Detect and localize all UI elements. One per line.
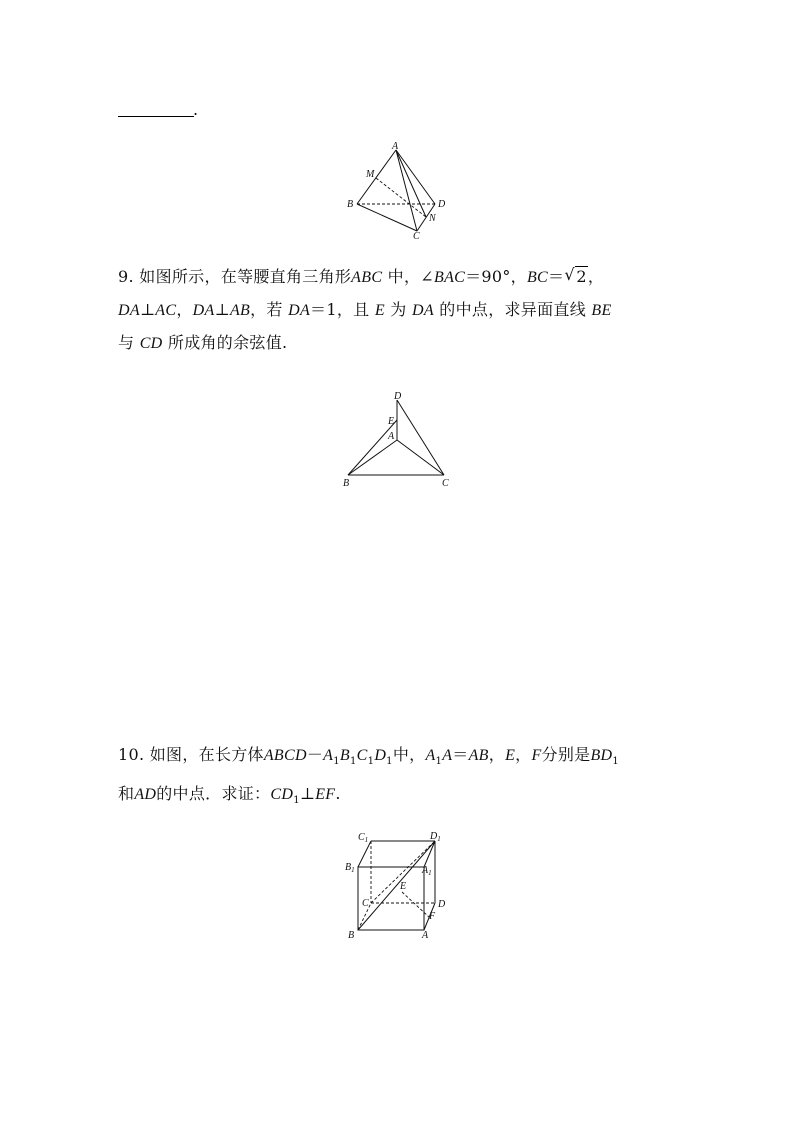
- math-a: A: [425, 747, 436, 764]
- math-a: A: [323, 747, 334, 764]
- edge-ad: [396, 150, 435, 204]
- math-da: DA: [288, 302, 311, 319]
- label-d: D: [438, 199, 446, 210]
- math-da: DA: [411, 302, 434, 319]
- problem-text: ＝1，且: [310, 300, 375, 319]
- punct: ，: [488, 745, 506, 764]
- problem-text: ，若: [250, 300, 289, 319]
- label-b: B: [347, 199, 354, 210]
- math-da: DA: [192, 302, 215, 319]
- math-c: C: [356, 747, 368, 764]
- problem-text: 所成角的余弦值.: [162, 333, 288, 352]
- problem-text: 与: [118, 333, 140, 352]
- punct: .: [335, 784, 341, 804]
- math-be: BE: [591, 302, 612, 319]
- segment-ab: [348, 440, 397, 475]
- math-equals: ＝: [452, 745, 469, 764]
- math-cd: CD: [139, 335, 163, 352]
- sqrt-two: √ 2: [564, 265, 587, 286]
- perp-symbol: ⊥: [299, 784, 316, 804]
- label-a: A: [392, 141, 399, 152]
- figure-tetrahedron: [340, 140, 450, 240]
- label-f: F: [429, 911, 436, 922]
- label-a: A: [388, 431, 395, 442]
- problem-text: 中，: [392, 745, 426, 764]
- problem-text: 如图所示，在等腰直角三角形: [139, 267, 352, 286]
- label-d: D: [394, 391, 402, 402]
- math-abc: ABC: [351, 269, 383, 286]
- subscript: 1: [612, 756, 620, 768]
- math-a: A: [442, 747, 453, 764]
- punct: ，: [176, 300, 193, 319]
- perp-symbol: ⊥: [214, 300, 230, 319]
- label-d1: $D_1$: [430, 831, 441, 843]
- segment-mn-hidden: [376, 178, 426, 217]
- label-m: M: [366, 169, 375, 180]
- problem-number: 9.: [118, 267, 134, 286]
- label-c1: $C_1$: [358, 832, 369, 844]
- label-c: C: [442, 478, 449, 489]
- label-e: E: [400, 881, 407, 892]
- math-f: F: [531, 747, 542, 764]
- problem-text: 分别是: [541, 745, 591, 764]
- math-ad: AD: [134, 786, 157, 804]
- problem-text: 中，∠: [382, 267, 434, 286]
- math-b: B: [339, 747, 350, 764]
- math-ab: AB: [468, 747, 489, 764]
- label-b1: $B_1$: [345, 862, 355, 874]
- punct: ，: [515, 745, 532, 764]
- math-ef: EF: [315, 786, 336, 804]
- math-ac: AC: [155, 302, 177, 319]
- edge-ab: [357, 150, 396, 204]
- segment-bd1: [358, 841, 435, 930]
- problem-text: 的中点．求证：: [156, 784, 271, 804]
- edge-b1c1: [358, 841, 371, 867]
- sqrt-radicand: 2: [576, 267, 587, 286]
- subscript: 1: [349, 756, 357, 768]
- label-a: A: [422, 930, 429, 941]
- math-bd: BD: [590, 747, 613, 764]
- label-c: C: [413, 231, 420, 242]
- math-ab: AB: [229, 302, 251, 319]
- problem-text: 如图，在长方体: [149, 745, 264, 764]
- problem-text: 的中点，求异面直线: [433, 300, 592, 319]
- label-b: B: [343, 478, 350, 489]
- segment-dc: [397, 400, 444, 475]
- figure-cuboid: [340, 826, 455, 941]
- label-b: B: [348, 930, 355, 941]
- subscript: 1: [367, 756, 375, 768]
- math-e: E: [374, 302, 385, 319]
- segment-ef-hidden: [402, 892, 429, 917]
- label-e: E: [388, 416, 395, 427]
- subscript: 1: [333, 756, 340, 768]
- punct: ，: [587, 267, 605, 286]
- blank-period: .: [193, 100, 199, 119]
- label-a1: $A_1$: [422, 865, 432, 877]
- math-d: D: [374, 747, 387, 764]
- figure-triangle-dabc: [340, 388, 455, 490]
- math-da: DA: [118, 302, 140, 319]
- math-equals: ＝: [548, 267, 565, 286]
- label-n: N: [429, 213, 436, 224]
- segment-ac: [397, 440, 444, 475]
- math-cd: CD: [270, 786, 294, 804]
- problem-text: ＝90°，: [465, 267, 527, 286]
- math-e: E: [505, 747, 516, 764]
- edge-a1d1: [424, 841, 435, 867]
- answer-blank: [118, 100, 194, 117]
- subscript: 1: [435, 756, 443, 768]
- perp-symbol: ⊥: [139, 300, 156, 319]
- problem-text: 和: [118, 784, 135, 804]
- math-bc: BC: [526, 269, 549, 286]
- edge-bc: [357, 204, 417, 231]
- subscript: 1: [386, 756, 393, 768]
- segment-be: [348, 420, 397, 475]
- problem-10: [118, 739, 684, 817]
- problem-9: [118, 261, 684, 360]
- math-abcd: ABCD: [263, 747, 307, 764]
- label-c: C: [362, 898, 369, 909]
- math-bac: BAC: [434, 269, 466, 286]
- math-dash: －: [306, 745, 324, 764]
- problem-text: 为: [384, 300, 412, 319]
- subscript: 1: [293, 795, 300, 807]
- label-d: D: [438, 899, 446, 910]
- problem-number: 10.: [118, 745, 145, 764]
